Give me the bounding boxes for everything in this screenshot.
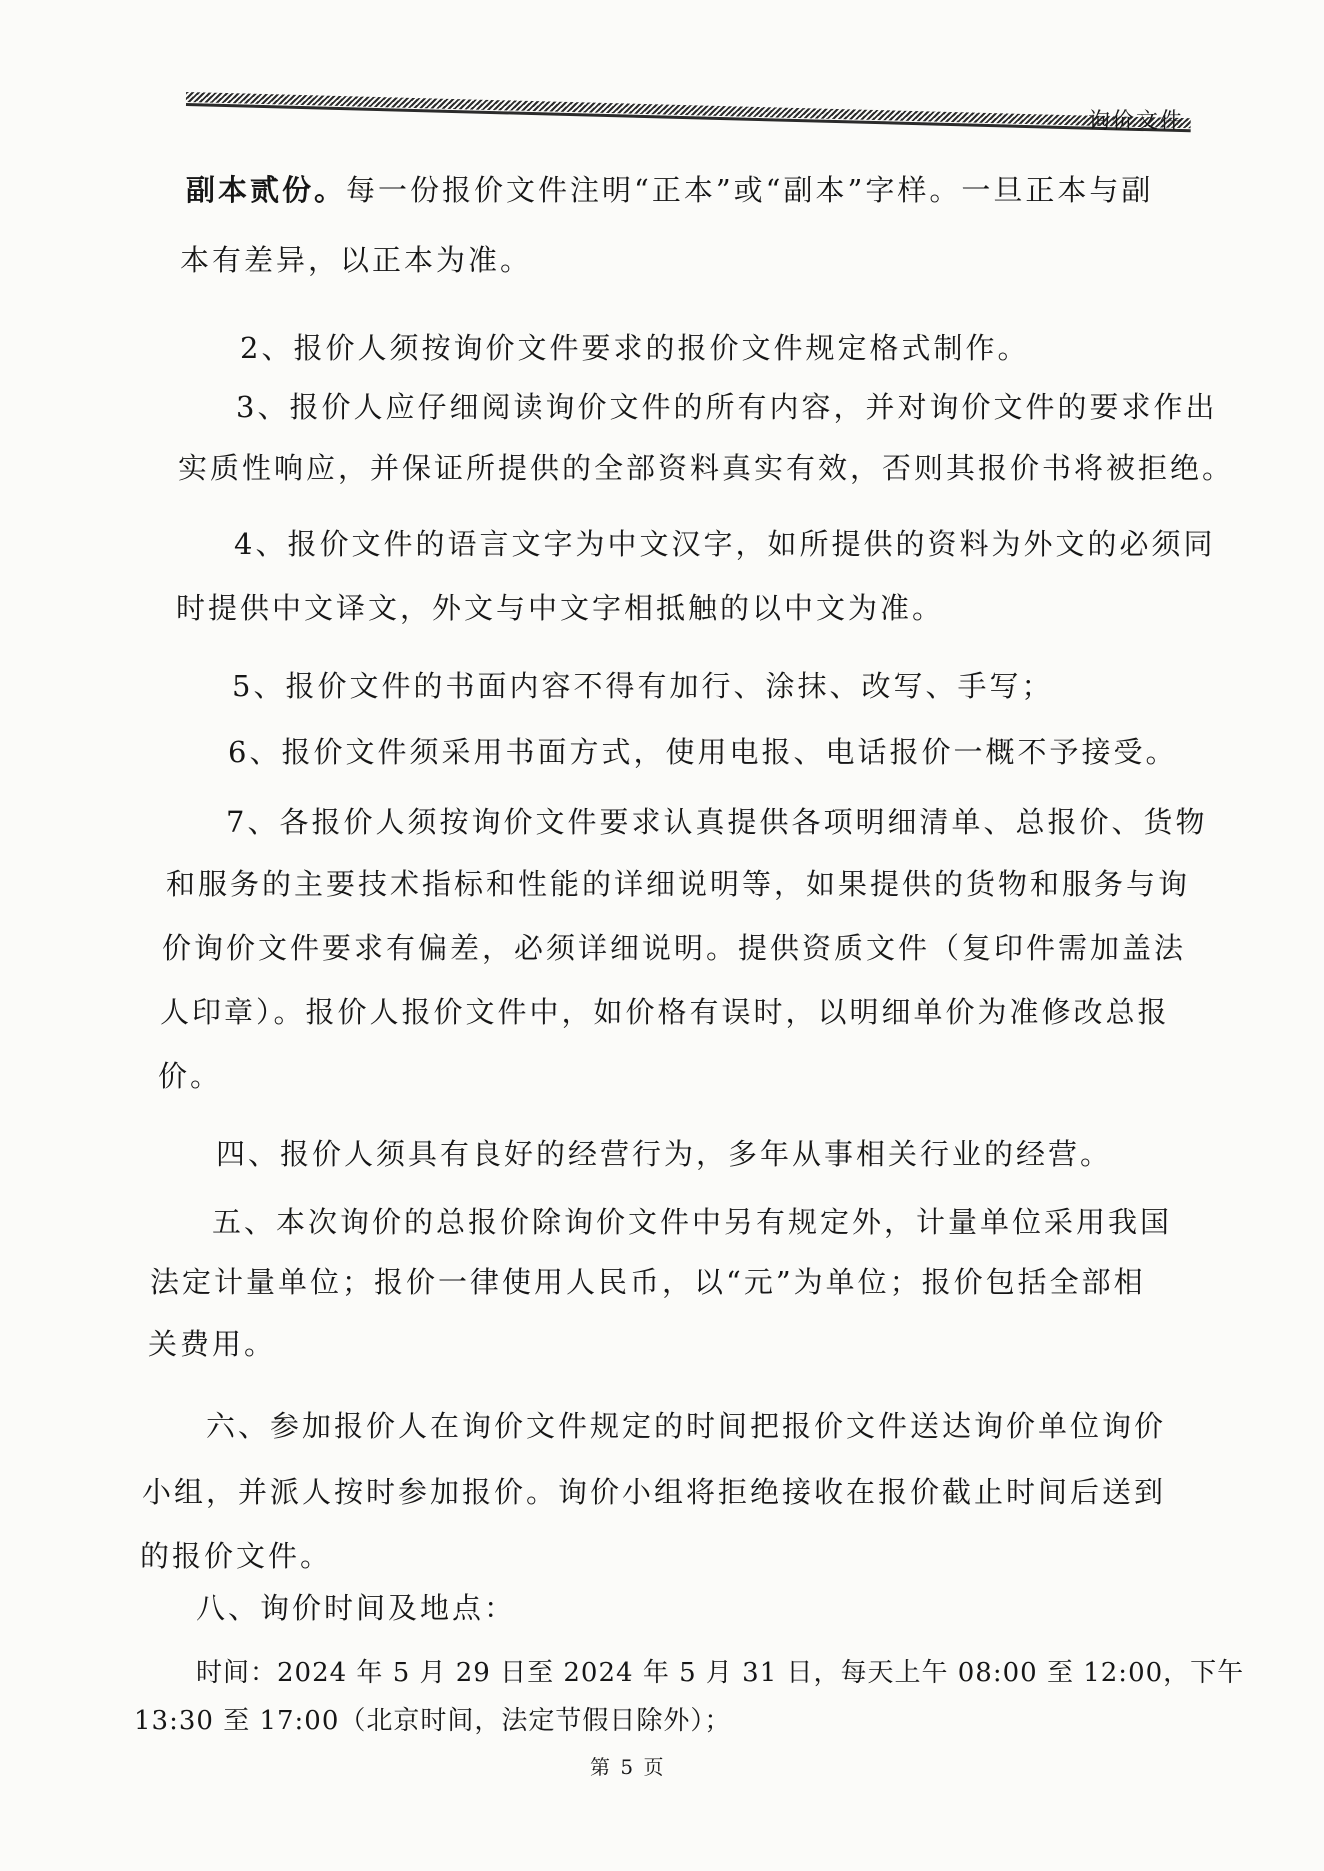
header-title: 询价文件: [1088, 109, 1185, 134]
list-item-7-line-4: 人印章）。报价人报价文件中，如价格有误时，以明细单价为准修改总报: [160, 995, 1170, 1029]
list-item-7-line-5: 价。: [158, 1059, 223, 1093]
paragraph-text: 每一份报价文件注明“正本”或“副本”字样。一旦正本与副: [346, 173, 1154, 207]
list-item-4-line-1: 4、报价文件的语言文字为中文汉字，如所提供的资料为外文的必须同: [234, 527, 1216, 561]
page-number: 第 5 页: [590, 1755, 666, 1779]
section-5-line-1: 五、本次询价的总报价除询价文件中另有规定外，计量单位采用我国: [212, 1205, 1173, 1239]
list-item-2: 2、报价人须按询价文件要求的报价文件规定格式制作。: [240, 331, 1030, 365]
list-item-6: 6、报价文件须采用书面方式，使用电报、电话报价一概不予接受。: [228, 735, 1178, 769]
list-item-7-line-2: 和服务的主要技术指标和性能的详细说明等，如果提供的货物和服务与询: [166, 867, 1191, 901]
section-4: 四、报价人须具有良好的经营行为，多年从事相关行业的经营。: [216, 1137, 1113, 1171]
list-item-4-line-2: 时提供中文译文，外文与中文字相抵触的以中文为准。: [176, 591, 945, 625]
section-6-line-3: 的报价文件。: [140, 1539, 333, 1573]
section-6-line-1: 六、参加报价人在询价文件规定的时间把报价文件送达询价单位询价: [206, 1409, 1167, 1443]
list-item-3-line-2: 实质性响应，并保证所提供的全部资料真实有效，否则其报价书将被拒绝。: [178, 451, 1235, 485]
paragraph-line: [186, 173, 1154, 207]
list-item-3-line-1: 3、报价人应仔细阅读询价文件的所有内容，并对询价文件的要求作出: [236, 390, 1218, 424]
bold-lead: 副本贰份。: [186, 173, 347, 207]
paragraph-line: 本有差异，以正本为准。: [180, 243, 533, 277]
section-8-time-line-2: 13:30 至 17:00（北京时间，法定节假日除外）；: [134, 1706, 732, 1736]
list-item-7-line-1: 7、各报价人须按询价文件要求认真提供各项明细清单、总报价、货物: [226, 805, 1208, 839]
section-5-line-2: 法定计量单位；报价一律使用人民币，以“元”为单位；报价包括全部相: [150, 1265, 1146, 1299]
list-item-7-line-3: 价询价文件要求有偏差，必须详细说明。提供资质文件（复印件需加盖法: [162, 931, 1187, 965]
list-item-5: 5、报价文件的书面内容不得有加行、涂抹、改写、手写；: [232, 669, 1054, 703]
header-rule: [186, 92, 1191, 128]
section-8-title: 八、询价时间及地点：: [196, 1591, 517, 1625]
section-6-line-2: 小组，并派人按时参加报价。询价小组将拒绝接收在报价截止时间后送到: [142, 1475, 1167, 1509]
section-5-line-3: 关费用。: [148, 1327, 277, 1361]
section-8-time-line-1: 时间：2024 年 5 月 29 日至 2024 年 5 月 31 日，每天上午 08:00 至 12:00，下午: [196, 1658, 1245, 1688]
